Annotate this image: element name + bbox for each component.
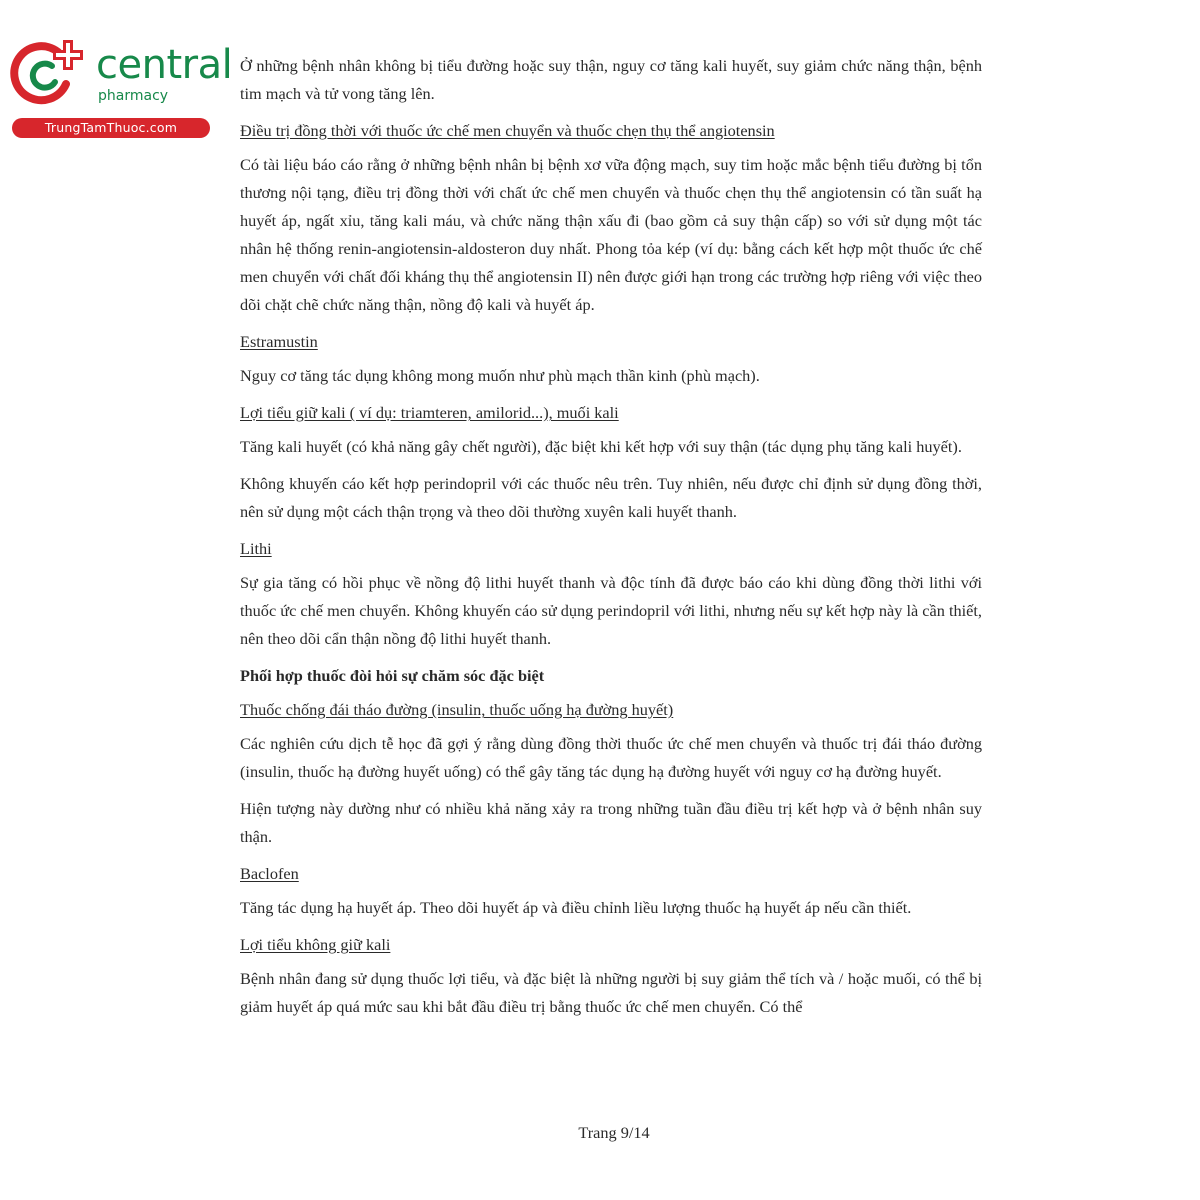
section-heading: Lợi tiểu không giữ kali [240,935,391,954]
section-heading: Baclofen [240,864,299,883]
pharmacy-cross-icon [10,38,90,108]
paragraph: Có tài liệu báo cáo rằng ở những bệnh nhân bị bệnh xơ vữa động mạch, suy tim hoặc mắc bệnh tiểu đường bị tổn thương nội tạng, điều trị đồng thời với chất ức chế men chuyển và thuốc chẹn thụ thể angiotensin có tần suất hạ huyết áp, ngất xỉu, tăng kali máu, và chức năng thận xấu đi (bao gồm cả suy thận cấp) so với sử dụng một tác nhân hệ thống renin-angiotensin-aldosteron duy nhất. Phong tỏa kép (ví dụ: bằng cách kết hợp một thuốc ức chế men chuyển với chất đối kháng thụ thể angiotensin II) nên được giới hạn trong các trường hợp riêng với việc theo dõi chặt chẽ chức năng thận, nồng độ kali và huyết áp. [240,155,982,314]
paragraph: Bệnh nhân đang sử dụng thuốc lợi tiểu, và đặc biệt là những người bị suy giảm thể tích và / hoặc muối, có thể bị giảm huyết áp quá mức sau khi bắt đầu điều trị bằng thuốc ức chế men chuyển. Có thể [240,969,982,1016]
section-heading: Lithi [240,539,272,558]
bold-section-title: Phối hợp thuốc đòi hỏi sự chăm sóc đặc biệt [240,666,545,685]
brand-name: central [96,42,233,88]
paragraph: Không khuyến cáo kết hợp perindopril với các thuốc nêu trên. Tuy nhiên, nếu được chỉ định sử dụng đồng thời, nên sử dụng một cách thận trọng và theo dõi thường xuyên kali huyết thanh. [240,474,982,521]
paragraph: Sự gia tăng có hồi phục về nồng độ lithi huyết thanh và độc tính đã được báo cáo khi dùng đồng thời lithi với thuốc ức chế men chuyển. Không khuyến cáo sử dụng perindopril với lithi, nhưng nếu sự kết hợp này là cần thiết, nên theo dõi cẩn thận nồng độ lithi huyết thanh. [240,573,982,648]
paragraph: Nguy cơ tăng tác dụng không mong muốn như phù mạch thần kinh (phù mạch). [240,366,760,385]
paragraph: Tăng kali huyết (có khả năng gây chết người), đặc biệt khi kết hợp với suy thận (tác dụng phụ tăng kali huyết). [240,437,962,456]
section-heading: Lợi tiểu giữ kali ( ví dụ: triamteren, amilorid...), muối kali [240,403,619,422]
page-number: Trang 9/14 [578,1123,650,1142]
paragraph: Các nghiên cứu dịch tễ học đã gợi ý rằng dùng đồng thời thuốc ức chế men chuyển và thuốc trị đái tháo đường (insulin, thuốc hạ đường huyết uống) có thể gây tăng tác dụng hạ đường huyết với nguy cơ hạ đường huyết. [240,734,982,781]
brand-subtitle: pharmacy [98,88,169,104]
section-heading: Estramustin [240,332,318,351]
central-pharmacy-logo [10,38,233,138]
paragraph: Ở những bệnh nhân không bị tiểu đường hoặc suy thận, nguy cơ tăng kali huyết, suy giảm chức năng thận, bệnh tim mạch và tử vong tăng lên. [240,56,982,103]
document-body [240,52,982,1030]
section-heading: Điều trị đồng thời với thuốc ức chế men chuyển và thuốc chẹn thụ thể angiotensin [240,121,775,140]
paragraph: Hiện tượng này dường như có nhiều khả năng xảy ra trong những tuần đầu điều trị kết hợp và ở bệnh nhân suy thận. [240,799,982,846]
section-heading: Thuốc chống đái tháo đường (insulin, thuốc uống hạ đường huyết) [240,700,674,719]
paragraph: Tăng tác dụng hạ huyết áp. Theo dõi huyết áp và điều chỉnh liều lượng thuốc hạ huyết áp nếu cần thiết. [240,898,912,917]
brand-website[interactable]: TrungTamThuoc.com [12,118,210,138]
